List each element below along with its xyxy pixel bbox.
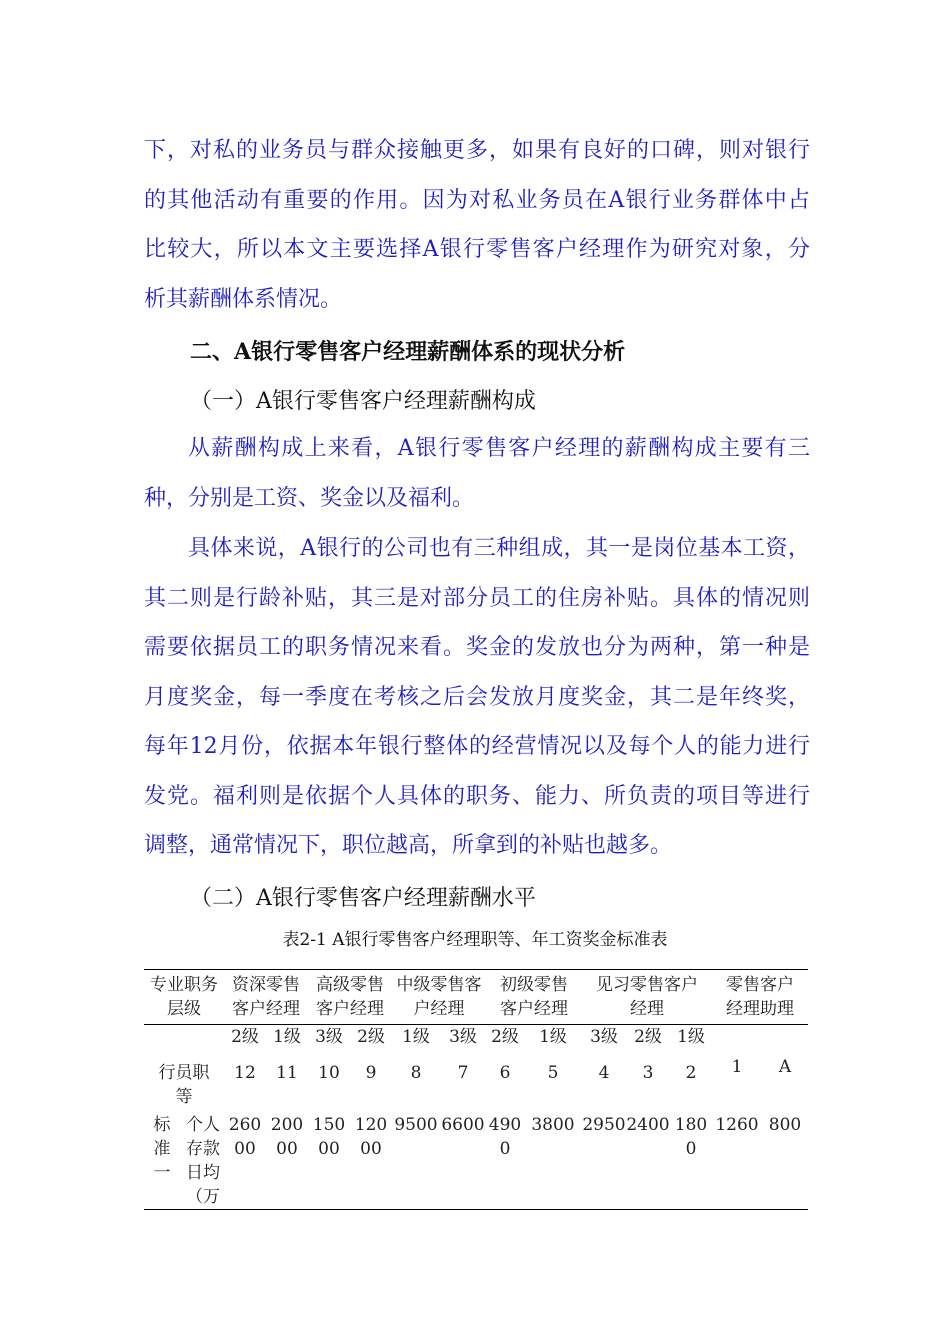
grade-cell: 3级: [449, 1027, 477, 1047]
table-caption: 表2-1 A银行零售客户经理职等、年工资奖金标准表: [282, 930, 668, 950]
header-cell-group: 零售客户经理助理: [712, 970, 808, 1025]
standard-label: 标准一: [144, 1109, 180, 1210]
rank-cell: 11: [276, 1063, 298, 1083]
deposit-cell: 6600: [440, 1109, 486, 1210]
rank-cell: A: [778, 1057, 792, 1077]
rank-cell: 9: [365, 1063, 377, 1083]
grade-cell: 3级: [315, 1027, 343, 1047]
grade-cell: 1级: [402, 1027, 430, 1047]
table-row-rank: [144, 1061, 808, 1109]
rank-cell: 6: [499, 1063, 511, 1083]
section-heading: 二、A银行零售客户经理薪酬体系的现状分析: [190, 339, 626, 365]
text-line: 析其薪酬体系情况。: [144, 286, 343, 312]
rank-cell: 2: [685, 1063, 697, 1083]
grade-cell: 2级: [634, 1027, 662, 1047]
deposit-cell: 20000: [266, 1109, 308, 1210]
deposit-cell: 4900: [486, 1109, 524, 1210]
header-cell-group: 见习零售客户经理: [582, 970, 712, 1025]
subsection-heading-level: （二）A银行零售客户经理薪酬水平: [190, 886, 536, 911]
grade-cell: 2级: [491, 1027, 519, 1047]
rank-cell: 3: [642, 1063, 654, 1083]
deposit-cell: 1800: [670, 1109, 712, 1210]
deposit-label: 个人存款日均（万: [180, 1109, 224, 1210]
grade-cell: 2级: [357, 1027, 385, 1047]
rank-cell: 12: [234, 1063, 256, 1083]
text-line: 其二则是行龄补贴，其三是对部分员工的住房补贴。具体的情况则: [144, 585, 810, 611]
deposit-cell: 9500: [392, 1109, 440, 1210]
deposit-cell: 2400: [626, 1109, 670, 1210]
grade-cell: 2级: [231, 1027, 259, 1047]
text-line: 需要依据员工的职务情况来看。奖金的发放也分为两种，第一种是: [144, 635, 810, 660]
deposit-cell: 26000: [224, 1109, 266, 1210]
deposit-cell: 1260: [712, 1109, 762, 1210]
paragraph-composition: [144, 424, 810, 523]
rank-cell: 7: [457, 1063, 469, 1083]
deposit-cell: 3800: [524, 1109, 582, 1210]
header-cell-group: 资深零售客户经理: [224, 970, 308, 1025]
rank-cell: 4: [598, 1063, 610, 1083]
text-line: 下，对私的业务员与群众接触更多，如果有良好的口碑，则对银行: [144, 138, 810, 163]
grade-cell: 1级: [539, 1027, 567, 1047]
text-line: 每年12月份，依据本年银行整体的经营情况以及每个人的能力进行: [144, 734, 810, 759]
header-cell-group: 初级零售客户经理: [486, 970, 582, 1025]
salary-standard-table: [144, 969, 808, 1210]
grade-cell: 1级: [273, 1027, 301, 1047]
grade-cell: 1级: [677, 1027, 705, 1047]
table-row-grade: [144, 1025, 808, 1062]
text-line: 月度奖金，每一季度在考核之后会发放月度奖金，其二是年终奖，: [144, 684, 810, 710]
text-line: 发党。福利则是依据个人具体的职务、能力、所负责的项目等进行: [144, 783, 810, 809]
subsection-heading-composition: （一）A银行零售客户经理薪酬构成: [190, 389, 536, 414]
text-line: 从薪酬构成上来看，A银行零售客户经理的薪酬构成主要有三: [188, 436, 810, 461]
header-cell-group: 中级零售客户经理: [392, 970, 486, 1025]
rank-cell: 10: [318, 1063, 340, 1083]
deposit-cell: 2950: [582, 1109, 626, 1210]
rank-label: 行员职等: [158, 1063, 210, 1107]
text-line: 的其他活动有重要的作用。因为对私业务员在A银行业务群体中占: [144, 187, 810, 213]
deposit-cell: 15000: [308, 1109, 350, 1210]
rank-cell: 5: [547, 1063, 559, 1083]
text-line: 种，分别是工资、奖金以及福利。: [144, 485, 475, 511]
paragraph-details: [144, 524, 810, 871]
table-row-deposit: [144, 1109, 808, 1210]
header-cell-group: 高级零售客户经理: [308, 970, 392, 1025]
deposit-cell: 800: [762, 1109, 808, 1210]
deposit-cell: 12000: [350, 1109, 392, 1210]
table-header-row: [144, 970, 808, 1025]
text-line: 比较大，所以本文主要选择A银行零售客户经理作为研究对象，分: [144, 237, 810, 262]
paragraph-intro: [144, 126, 810, 324]
text-line: 调整，通常情况下，职位越高，所拿到的补贴也越多。: [144, 833, 673, 858]
text-line: 具体来说，A银行的公司也有三种组成，其一是岗位基本工资，: [188, 536, 810, 561]
rank-cell: 1: [731, 1057, 743, 1077]
rank-cell: 8: [410, 1063, 422, 1083]
header-cell-level: 专业职务层级: [144, 970, 224, 1025]
grade-cell: 3级: [590, 1027, 618, 1047]
